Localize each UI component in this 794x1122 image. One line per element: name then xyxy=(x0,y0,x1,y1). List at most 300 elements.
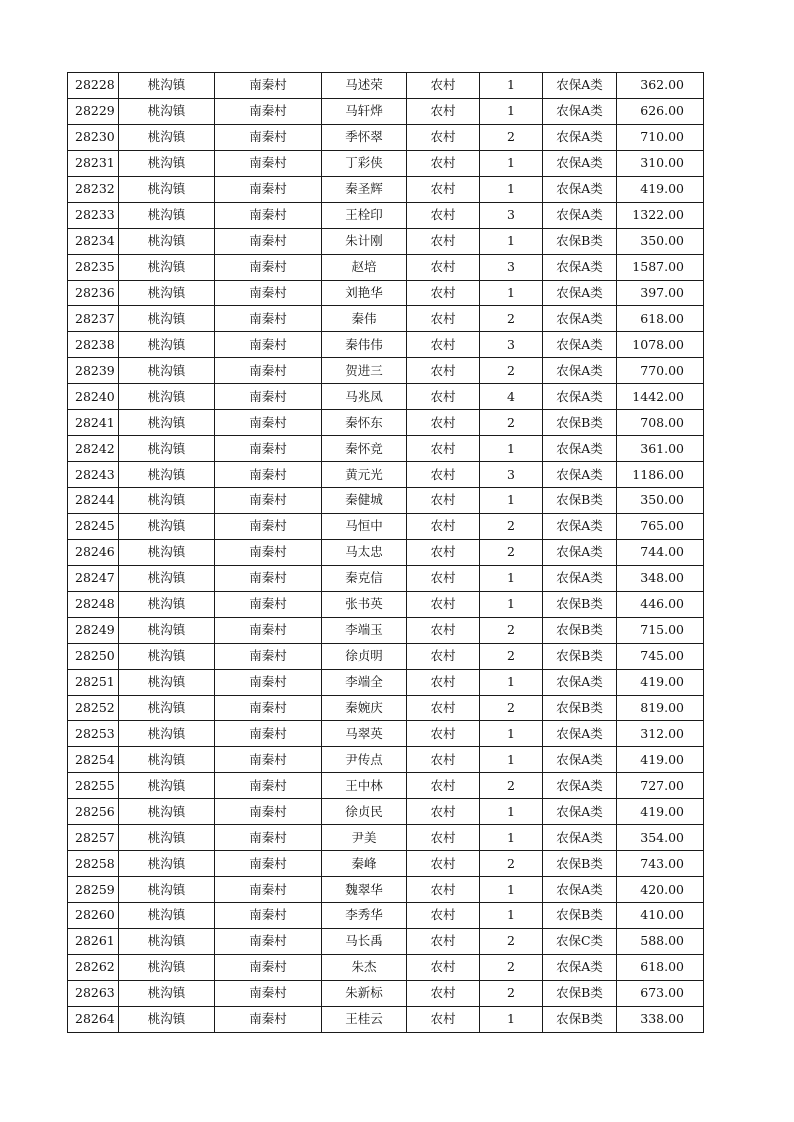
village-cell: 南秦村 xyxy=(215,332,322,358)
household-type-cell: 农村 xyxy=(407,591,480,617)
household-type-cell: 农村 xyxy=(407,176,480,202)
insurance-category-cell: 农保A类 xyxy=(543,306,617,332)
record-id-cell: 28230 xyxy=(68,124,119,150)
household-type-cell: 农村 xyxy=(407,98,480,124)
amount-cell: 819.00 xyxy=(617,695,704,721)
village-cell: 南秦村 xyxy=(215,176,322,202)
town-cell: 桃沟镇 xyxy=(119,617,215,643)
record-id-cell: 28252 xyxy=(68,695,119,721)
village-cell: 南秦村 xyxy=(215,721,322,747)
household-type-cell: 农村 xyxy=(407,565,480,591)
record-id-cell: 28256 xyxy=(68,799,119,825)
record-id-cell: 28248 xyxy=(68,591,119,617)
amount-cell: 715.00 xyxy=(617,617,704,643)
town-cell: 桃沟镇 xyxy=(119,643,215,669)
amount-cell: 708.00 xyxy=(617,410,704,436)
household-type-cell: 农村 xyxy=(407,695,480,721)
table-row xyxy=(68,695,704,721)
person-name-cell: 魏翠华 xyxy=(322,877,407,903)
household-type-cell: 农村 xyxy=(407,877,480,903)
town-cell: 桃沟镇 xyxy=(119,1006,215,1032)
table-row xyxy=(68,176,704,202)
village-cell: 南秦村 xyxy=(215,254,322,280)
table-row xyxy=(68,124,704,150)
village-cell: 南秦村 xyxy=(215,280,322,306)
household-type-cell: 农村 xyxy=(407,280,480,306)
household-type-cell: 农村 xyxy=(407,384,480,410)
amount-cell: 419.00 xyxy=(617,669,704,695)
person-name-cell: 尹传点 xyxy=(322,747,407,773)
village-cell: 南秦村 xyxy=(215,150,322,176)
village-cell: 南秦村 xyxy=(215,124,322,150)
person-name-cell: 朱计刚 xyxy=(322,228,407,254)
record-id-cell: 28262 xyxy=(68,954,119,980)
town-cell: 桃沟镇 xyxy=(119,747,215,773)
household-type-cell: 农村 xyxy=(407,1006,480,1032)
household-type-cell: 农村 xyxy=(407,332,480,358)
record-id-cell: 28242 xyxy=(68,436,119,462)
amount-cell: 1322.00 xyxy=(617,202,704,228)
record-id-cell: 28231 xyxy=(68,150,119,176)
record-id-cell: 28228 xyxy=(68,73,119,99)
amount-cell: 410.00 xyxy=(617,903,704,929)
table-body xyxy=(68,73,704,1033)
insurance-category-cell: 农保C类 xyxy=(543,928,617,954)
village-cell: 南秦村 xyxy=(215,513,322,539)
household-type-cell: 农村 xyxy=(407,513,480,539)
household-type-cell: 农村 xyxy=(407,306,480,332)
insurance-category-cell: 农保A类 xyxy=(543,73,617,99)
member-count-cell: 2 xyxy=(480,410,543,436)
table-row xyxy=(68,747,704,773)
household-type-cell: 农村 xyxy=(407,928,480,954)
amount-cell: 310.00 xyxy=(617,150,704,176)
table-row xyxy=(68,954,704,980)
village-cell: 南秦村 xyxy=(215,851,322,877)
person-name-cell: 朱杰 xyxy=(322,954,407,980)
person-name-cell: 黄元光 xyxy=(322,462,407,488)
person-name-cell: 秦峰 xyxy=(322,851,407,877)
record-id-cell: 28264 xyxy=(68,1006,119,1032)
village-cell: 南秦村 xyxy=(215,825,322,851)
household-type-cell: 农村 xyxy=(407,462,480,488)
insurance-category-cell: 农保A类 xyxy=(543,799,617,825)
record-id-cell: 28253 xyxy=(68,721,119,747)
insurance-category-cell: 农保A类 xyxy=(543,436,617,462)
record-id-cell: 28250 xyxy=(68,643,119,669)
household-type-cell: 农村 xyxy=(407,643,480,669)
village-cell: 南秦村 xyxy=(215,773,322,799)
town-cell: 桃沟镇 xyxy=(119,306,215,332)
person-name-cell: 马恒中 xyxy=(322,513,407,539)
village-cell: 南秦村 xyxy=(215,799,322,825)
table-row xyxy=(68,332,704,358)
amount-cell: 419.00 xyxy=(617,799,704,825)
town-cell: 桃沟镇 xyxy=(119,825,215,851)
amount-cell: 588.00 xyxy=(617,928,704,954)
table-row xyxy=(68,773,704,799)
amount-cell: 420.00 xyxy=(617,877,704,903)
person-name-cell: 贺进三 xyxy=(322,358,407,384)
town-cell: 桃沟镇 xyxy=(119,954,215,980)
amount-cell: 361.00 xyxy=(617,436,704,462)
amount-cell: 618.00 xyxy=(617,954,704,980)
household-type-cell: 农村 xyxy=(407,150,480,176)
table-row xyxy=(68,669,704,695)
household-type-cell: 农村 xyxy=(407,799,480,825)
amount-cell: 770.00 xyxy=(617,358,704,384)
village-cell: 南秦村 xyxy=(215,384,322,410)
record-id-cell: 28238 xyxy=(68,332,119,358)
table-row xyxy=(68,462,704,488)
member-count-cell: 3 xyxy=(480,462,543,488)
table-row xyxy=(68,488,704,514)
person-name-cell: 李端全 xyxy=(322,669,407,695)
village-cell: 南秦村 xyxy=(215,410,322,436)
person-name-cell: 马述荣 xyxy=(322,73,407,99)
town-cell: 桃沟镇 xyxy=(119,928,215,954)
member-count-cell: 2 xyxy=(480,124,543,150)
record-id-cell: 28260 xyxy=(68,903,119,929)
member-count-cell: 1 xyxy=(480,721,543,747)
village-cell: 南秦村 xyxy=(215,565,322,591)
person-name-cell: 马翠英 xyxy=(322,721,407,747)
insurance-category-cell: 农保A类 xyxy=(543,747,617,773)
insurance-category-cell: 农保A类 xyxy=(543,176,617,202)
household-type-cell: 农村 xyxy=(407,903,480,929)
member-count-cell: 1 xyxy=(480,436,543,462)
town-cell: 桃沟镇 xyxy=(119,669,215,695)
village-cell: 南秦村 xyxy=(215,358,322,384)
town-cell: 桃沟镇 xyxy=(119,150,215,176)
insurance-category-cell: 农保B类 xyxy=(543,1006,617,1032)
insurance-category-cell: 农保A类 xyxy=(543,462,617,488)
town-cell: 桃沟镇 xyxy=(119,721,215,747)
person-name-cell: 李端玉 xyxy=(322,617,407,643)
amount-cell: 765.00 xyxy=(617,513,704,539)
household-type-cell: 农村 xyxy=(407,669,480,695)
village-cell: 南秦村 xyxy=(215,591,322,617)
person-name-cell: 徐贞明 xyxy=(322,643,407,669)
person-name-cell: 李秀华 xyxy=(322,903,407,929)
person-name-cell: 朱新标 xyxy=(322,980,407,1006)
record-id-cell: 28261 xyxy=(68,928,119,954)
household-type-cell: 农村 xyxy=(407,73,480,99)
household-type-cell: 农村 xyxy=(407,825,480,851)
table-row xyxy=(68,617,704,643)
record-id-cell: 28255 xyxy=(68,773,119,799)
insurance-category-cell: 农保B类 xyxy=(543,980,617,1006)
record-id-cell: 28236 xyxy=(68,280,119,306)
household-type-cell: 农村 xyxy=(407,436,480,462)
member-count-cell: 1 xyxy=(480,228,543,254)
household-type-cell: 农村 xyxy=(407,747,480,773)
record-id-cell: 28263 xyxy=(68,980,119,1006)
household-type-cell: 农村 xyxy=(407,228,480,254)
village-cell: 南秦村 xyxy=(215,695,322,721)
amount-cell: 673.00 xyxy=(617,980,704,1006)
town-cell: 桃沟镇 xyxy=(119,980,215,1006)
table-row xyxy=(68,410,704,436)
record-id-cell: 28245 xyxy=(68,513,119,539)
insurance-category-cell: 农保A类 xyxy=(543,954,617,980)
member-count-cell: 2 xyxy=(480,358,543,384)
member-count-cell: 4 xyxy=(480,384,543,410)
amount-cell: 727.00 xyxy=(617,773,704,799)
table-row xyxy=(68,228,704,254)
insurance-category-cell: 农保A类 xyxy=(543,539,617,565)
insurance-category-cell: 农保A类 xyxy=(543,565,617,591)
town-cell: 桃沟镇 xyxy=(119,176,215,202)
village-cell: 南秦村 xyxy=(215,928,322,954)
amount-cell: 350.00 xyxy=(617,488,704,514)
table-row xyxy=(68,98,704,124)
member-count-cell: 2 xyxy=(480,851,543,877)
town-cell: 桃沟镇 xyxy=(119,539,215,565)
amount-cell: 348.00 xyxy=(617,565,704,591)
insurance-category-cell: 农保A类 xyxy=(543,513,617,539)
village-cell: 南秦村 xyxy=(215,1006,322,1032)
table-row xyxy=(68,384,704,410)
household-type-cell: 农村 xyxy=(407,539,480,565)
town-cell: 桃沟镇 xyxy=(119,462,215,488)
member-count-cell: 2 xyxy=(480,617,543,643)
town-cell: 桃沟镇 xyxy=(119,851,215,877)
village-cell: 南秦村 xyxy=(215,903,322,929)
amount-cell: 1078.00 xyxy=(617,332,704,358)
town-cell: 桃沟镇 xyxy=(119,228,215,254)
record-id-cell: 28246 xyxy=(68,539,119,565)
member-count-cell: 1 xyxy=(480,1006,543,1032)
table-row xyxy=(68,903,704,929)
insurance-category-cell: 农保A类 xyxy=(543,877,617,903)
table-row xyxy=(68,721,704,747)
household-type-cell: 农村 xyxy=(407,980,480,1006)
member-count-cell: 2 xyxy=(480,954,543,980)
member-count-cell: 2 xyxy=(480,643,543,669)
table-row xyxy=(68,825,704,851)
record-id-cell: 28241 xyxy=(68,410,119,436)
table-row xyxy=(68,1006,704,1032)
village-cell: 南秦村 xyxy=(215,436,322,462)
town-cell: 桃沟镇 xyxy=(119,488,215,514)
person-name-cell: 王中林 xyxy=(322,773,407,799)
town-cell: 桃沟镇 xyxy=(119,565,215,591)
insurance-category-cell: 农保B类 xyxy=(543,410,617,436)
insurance-category-cell: 农保A类 xyxy=(543,254,617,280)
record-id-cell: 28233 xyxy=(68,202,119,228)
insurance-category-cell: 农保A类 xyxy=(543,332,617,358)
household-type-cell: 农村 xyxy=(407,721,480,747)
town-cell: 桃沟镇 xyxy=(119,591,215,617)
table-row xyxy=(68,202,704,228)
record-id-cell: 28244 xyxy=(68,488,119,514)
table-row xyxy=(68,591,704,617)
amount-cell: 710.00 xyxy=(617,124,704,150)
member-count-cell: 2 xyxy=(480,773,543,799)
member-count-cell: 2 xyxy=(480,928,543,954)
household-type-cell: 农村 xyxy=(407,773,480,799)
member-count-cell: 2 xyxy=(480,539,543,565)
village-cell: 南秦村 xyxy=(215,954,322,980)
person-name-cell: 马兆凤 xyxy=(322,384,407,410)
village-cell: 南秦村 xyxy=(215,980,322,1006)
amount-cell: 350.00 xyxy=(617,228,704,254)
village-cell: 南秦村 xyxy=(215,98,322,124)
person-name-cell: 马太忠 xyxy=(322,539,407,565)
table-row xyxy=(68,513,704,539)
insurance-category-cell: 农保B类 xyxy=(543,228,617,254)
village-cell: 南秦村 xyxy=(215,202,322,228)
village-cell: 南秦村 xyxy=(215,747,322,773)
table-row xyxy=(68,358,704,384)
member-count-cell: 2 xyxy=(480,513,543,539)
record-id-cell: 28251 xyxy=(68,669,119,695)
table-row xyxy=(68,150,704,176)
amount-cell: 419.00 xyxy=(617,747,704,773)
member-count-cell: 1 xyxy=(480,799,543,825)
town-cell: 桃沟镇 xyxy=(119,254,215,280)
town-cell: 桃沟镇 xyxy=(119,98,215,124)
amount-cell: 338.00 xyxy=(617,1006,704,1032)
table-row xyxy=(68,73,704,99)
amount-cell: 1587.00 xyxy=(617,254,704,280)
amount-cell: 419.00 xyxy=(617,176,704,202)
person-name-cell: 马轩烨 xyxy=(322,98,407,124)
person-name-cell: 王桂云 xyxy=(322,1006,407,1032)
insurance-category-cell: 农保B类 xyxy=(543,851,617,877)
village-cell: 南秦村 xyxy=(215,617,322,643)
household-type-cell: 农村 xyxy=(407,617,480,643)
person-name-cell: 徐贞民 xyxy=(322,799,407,825)
member-count-cell: 3 xyxy=(480,332,543,358)
table-row xyxy=(68,851,704,877)
member-count-cell: 1 xyxy=(480,903,543,929)
household-type-cell: 农村 xyxy=(407,124,480,150)
person-name-cell: 马长禹 xyxy=(322,928,407,954)
member-count-cell: 1 xyxy=(480,877,543,903)
member-count-cell: 1 xyxy=(480,98,543,124)
insurance-category-cell: 农保A类 xyxy=(543,124,617,150)
insurance-category-cell: 农保B类 xyxy=(543,903,617,929)
member-count-cell: 1 xyxy=(480,150,543,176)
amount-cell: 446.00 xyxy=(617,591,704,617)
insurance-category-cell: 农保A类 xyxy=(543,384,617,410)
village-cell: 南秦村 xyxy=(215,488,322,514)
insurance-category-cell: 农保A类 xyxy=(543,202,617,228)
insurance-category-cell: 农保A类 xyxy=(543,669,617,695)
town-cell: 桃沟镇 xyxy=(119,332,215,358)
person-name-cell: 尹美 xyxy=(322,825,407,851)
amount-cell: 626.00 xyxy=(617,98,704,124)
member-count-cell: 1 xyxy=(480,669,543,695)
amount-cell: 362.00 xyxy=(617,73,704,99)
member-count-cell: 1 xyxy=(480,176,543,202)
insurance-category-cell: 农保A类 xyxy=(543,721,617,747)
person-name-cell: 丁彩侠 xyxy=(322,150,407,176)
person-name-cell: 张书英 xyxy=(322,591,407,617)
record-id-cell: 28254 xyxy=(68,747,119,773)
record-id-cell: 28237 xyxy=(68,306,119,332)
insurance-category-cell: 农保A类 xyxy=(543,150,617,176)
town-cell: 桃沟镇 xyxy=(119,877,215,903)
table-row xyxy=(68,436,704,462)
member-count-cell: 1 xyxy=(480,280,543,306)
village-cell: 南秦村 xyxy=(215,73,322,99)
insurance-category-cell: 农保B类 xyxy=(543,643,617,669)
table-row xyxy=(68,643,704,669)
record-id-cell: 28235 xyxy=(68,254,119,280)
town-cell: 桃沟镇 xyxy=(119,695,215,721)
table-row xyxy=(68,980,704,1006)
table-row xyxy=(68,799,704,825)
household-type-cell: 农村 xyxy=(407,358,480,384)
town-cell: 桃沟镇 xyxy=(119,436,215,462)
village-cell: 南秦村 xyxy=(215,539,322,565)
amount-cell: 1186.00 xyxy=(617,462,704,488)
table-row xyxy=(68,306,704,332)
amount-cell: 354.00 xyxy=(617,825,704,851)
village-cell: 南秦村 xyxy=(215,306,322,332)
person-name-cell: 秦克信 xyxy=(322,565,407,591)
insurance-category-cell: 农保B类 xyxy=(543,488,617,514)
insurance-category-cell: 农保A类 xyxy=(543,773,617,799)
insurance-category-cell: 农保A类 xyxy=(543,358,617,384)
member-count-cell: 2 xyxy=(480,980,543,1006)
town-cell: 桃沟镇 xyxy=(119,124,215,150)
insurance-category-cell: 农保B类 xyxy=(543,695,617,721)
person-name-cell: 刘艳华 xyxy=(322,280,407,306)
record-id-cell: 28243 xyxy=(68,462,119,488)
village-cell: 南秦村 xyxy=(215,462,322,488)
insurance-category-cell: 农保A类 xyxy=(543,98,617,124)
town-cell: 桃沟镇 xyxy=(119,799,215,825)
town-cell: 桃沟镇 xyxy=(119,773,215,799)
village-cell: 南秦村 xyxy=(215,669,322,695)
household-type-cell: 农村 xyxy=(407,202,480,228)
person-name-cell: 秦健城 xyxy=(322,488,407,514)
member-count-cell: 2 xyxy=(480,695,543,721)
table-row xyxy=(68,565,704,591)
village-cell: 南秦村 xyxy=(215,877,322,903)
person-name-cell: 秦伟 xyxy=(322,306,407,332)
person-name-cell: 秦伟伟 xyxy=(322,332,407,358)
town-cell: 桃沟镇 xyxy=(119,280,215,306)
record-id-cell: 28247 xyxy=(68,565,119,591)
town-cell: 桃沟镇 xyxy=(119,513,215,539)
person-name-cell: 秦怀东 xyxy=(322,410,407,436)
town-cell: 桃沟镇 xyxy=(119,202,215,228)
amount-cell: 618.00 xyxy=(617,306,704,332)
amount-cell: 743.00 xyxy=(617,851,704,877)
member-count-cell: 1 xyxy=(480,747,543,773)
amount-cell: 312.00 xyxy=(617,721,704,747)
person-name-cell: 季怀翠 xyxy=(322,124,407,150)
insurance-category-cell: 农保B类 xyxy=(543,591,617,617)
household-type-cell: 农村 xyxy=(407,488,480,514)
insurance-category-cell: 农保B类 xyxy=(543,617,617,643)
amount-cell: 397.00 xyxy=(617,280,704,306)
household-type-cell: 农村 xyxy=(407,851,480,877)
person-name-cell: 秦圣辉 xyxy=(322,176,407,202)
amount-cell: 745.00 xyxy=(617,643,704,669)
record-id-cell: 28240 xyxy=(68,384,119,410)
table-row xyxy=(68,928,704,954)
person-name-cell: 赵培 xyxy=(322,254,407,280)
household-type-cell: 农村 xyxy=(407,954,480,980)
member-count-cell: 1 xyxy=(480,73,543,99)
table-row xyxy=(68,254,704,280)
